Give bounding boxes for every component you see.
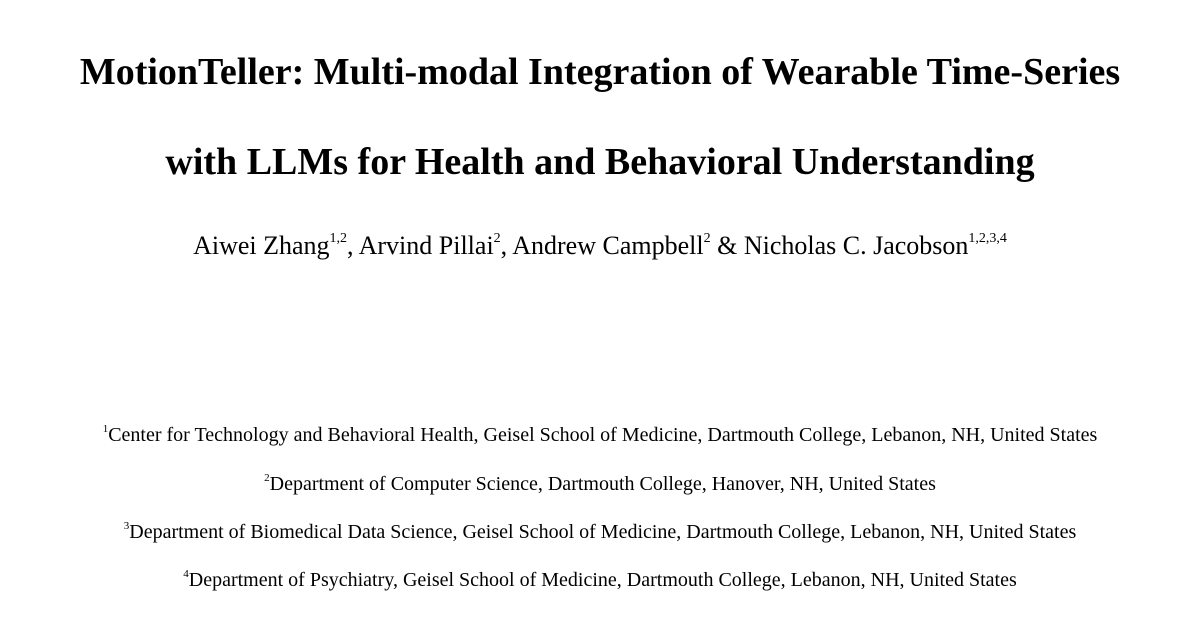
author-separator: , [500, 231, 513, 260]
affiliation-1 [0, 424, 1200, 447]
affiliation-marker: 1 [102, 423, 109, 435]
author-list [0, 231, 1200, 261]
affiliation-text: Department of Biomedical Data Science, Geisel School of Medicine, Dartmouth College, Lebanon, NH, United States [129, 521, 1077, 543]
affiliation-3 [0, 521, 1200, 544]
author-separator: , [347, 231, 359, 260]
author-separator: & [710, 231, 744, 260]
paper-title-line-2: with LLMs for Health and Behavioral Understanding [165, 141, 1035, 183]
author-affiliation-marker: 2 [493, 231, 501, 246]
affiliation-2 [0, 473, 1200, 496]
author-affiliation-marker: 1,2 [329, 231, 348, 246]
author-affiliation-marker: 1,2,3,4 [968, 231, 1007, 246]
affiliation-text: Center for Technology and Behavioral Health, Geisel School of Medicine, Dartmouth College, Lebanon, NH, United States [108, 424, 1098, 446]
author-name: Nicholas C. Jacobson [743, 231, 969, 260]
affiliation-text: Department of Computer Science, Dartmouth College, Hanover, NH, United States [269, 473, 936, 495]
author-name: Aiwei Zhang [193, 231, 330, 260]
author-affiliation-marker: 2 [703, 231, 711, 246]
affiliation-marker: 3 [123, 520, 130, 532]
paper-title-line-1: MotionTeller: Multi-modal Integration of Wearable Time-Series [79, 51, 1121, 93]
affiliation-marker: 2 [264, 472, 270, 484]
affiliation-4 [0, 569, 1200, 592]
affiliation-text: Department of Psychiatry, Geisel School of Medicine, Dartmouth College, Lebanon, NH, United States [188, 569, 1017, 591]
author-name: Arvind Pillai [358, 231, 494, 260]
affiliation-marker: 4 [183, 568, 189, 580]
author-name: Andrew Campbell [512, 231, 704, 260]
